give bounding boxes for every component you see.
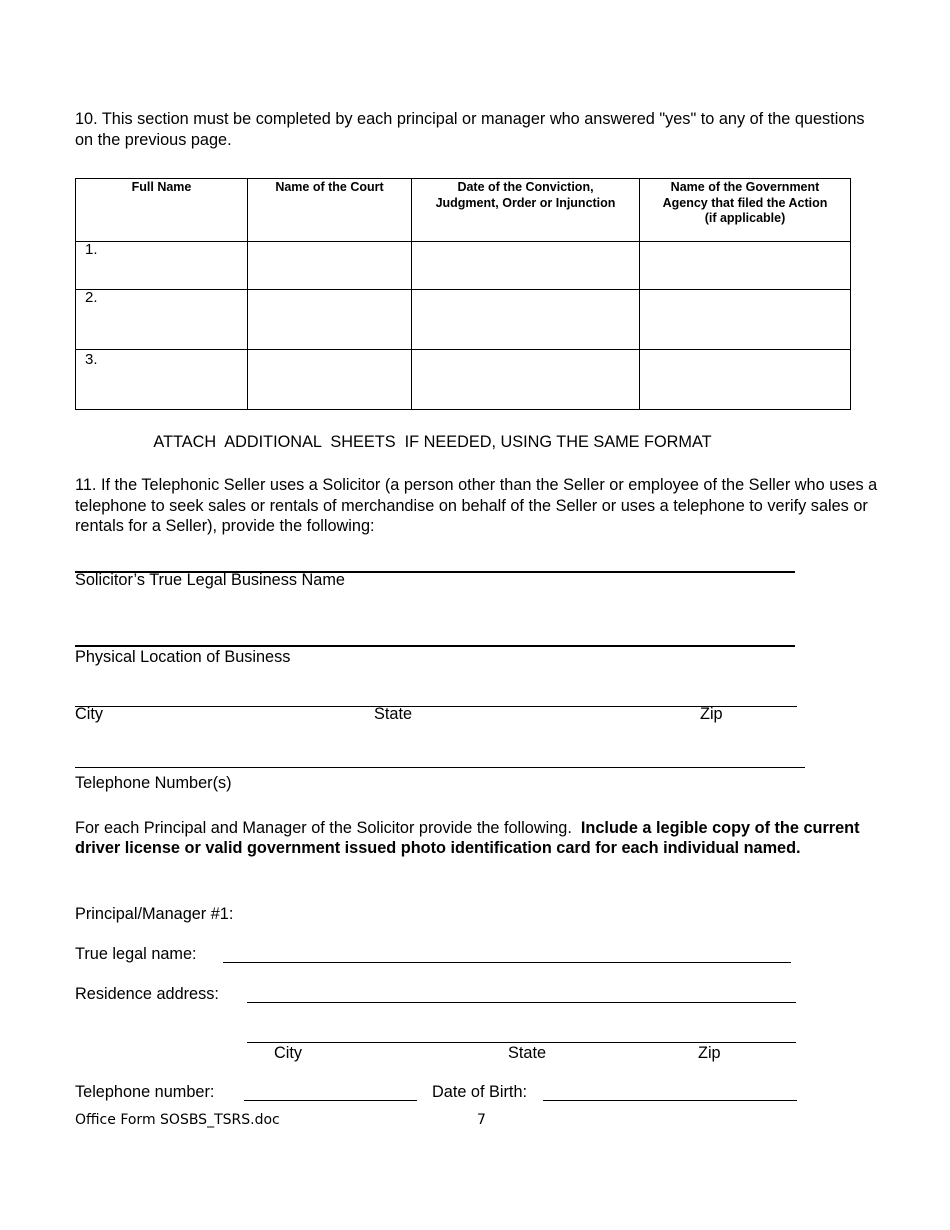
date-cell[interactable] xyxy=(412,350,640,410)
court-cell[interactable] xyxy=(248,350,412,410)
residence-address-field[interactable] xyxy=(247,1002,796,1003)
business-name-label: Solicitor’s True Legal Business Name xyxy=(75,571,345,589)
telephone-number-field[interactable] xyxy=(244,1100,417,1101)
principal-instructions-normal: For each Principal and Manager of the Solicitor provide the following. xyxy=(75,819,581,837)
true-legal-name-field[interactable] xyxy=(223,962,791,963)
header-agency: Name of the Government Agency that filed the Action (if applicable) xyxy=(640,179,851,242)
page-number: 7 xyxy=(477,1112,486,1128)
agency-cell[interactable] xyxy=(640,290,851,350)
header-court: Name of the Court xyxy=(248,179,412,242)
telephone-number-label: Telephone number: xyxy=(75,1083,215,1101)
residence-address-label: Residence address: xyxy=(75,985,219,1003)
conviction-table xyxy=(75,178,851,410)
city-state-zip-line[interactable] xyxy=(75,706,797,707)
physical-location-label: Physical Location of Business xyxy=(75,648,291,666)
date-of-birth-label: Date of Birth: xyxy=(432,1083,528,1101)
header-conviction-date: Date of the Conviction, Judgment, Order or Injunction xyxy=(412,179,640,242)
date-cell[interactable] xyxy=(412,290,640,350)
agency-cell[interactable] xyxy=(640,242,851,290)
row-number: 1. xyxy=(76,242,248,290)
date-of-birth-field[interactable] xyxy=(543,1100,797,1101)
principal-city-state-zip-line[interactable] xyxy=(247,1042,796,1043)
header-full-name: Full Name xyxy=(76,179,248,242)
section-11-text: 11. If the Telephonic Seller uses a Solicitor (a person other than the Seller or employee of the Seller who uses a telephone to seek sales or rentals of merchandise on behalf of the Seller or uses a telephone to verify sales or rentals for a Seller), provide the following: xyxy=(75,476,878,535)
footer-form-name: Office Form SOSBS_TSRS.doc xyxy=(75,1112,280,1128)
row-number: 3. xyxy=(76,350,248,410)
zip-label: Zip xyxy=(700,705,723,723)
telephone-numbers-line[interactable] xyxy=(75,767,805,768)
table-row xyxy=(76,290,851,350)
table-header-row xyxy=(76,179,851,242)
table-row xyxy=(76,242,851,290)
row-number: 2. xyxy=(76,290,248,350)
section-10-text: 10. This section must be completed by each principal or manager who answered "yes" to any of the questions on the previous page. xyxy=(75,110,865,149)
agency-cell[interactable] xyxy=(640,350,851,410)
state-label: State xyxy=(374,705,413,723)
telephone-numbers-label: Telephone Number(s) xyxy=(75,774,232,792)
principal-heading: Principal/Manager #1: xyxy=(75,905,234,923)
principal-city-label: City xyxy=(274,1044,303,1062)
table-row xyxy=(76,350,851,410)
true-legal-name-label: True legal name: xyxy=(75,945,197,963)
attach-notice: ATTACH ADDITIONAL SHEETS IF NEEDED, USING THE SAME FORMAT xyxy=(153,433,712,451)
court-cell[interactable] xyxy=(248,242,412,290)
principal-instructions xyxy=(75,819,875,858)
date-cell[interactable] xyxy=(412,242,640,290)
physical-location-line[interactable] xyxy=(75,645,795,647)
principal-state-label: State xyxy=(508,1044,547,1062)
city-label: City xyxy=(75,705,104,723)
court-cell[interactable] xyxy=(248,290,412,350)
principal-instructions-bold: Include a legible copy of the current driver license or valid government issued photo identification card for each individual named. xyxy=(75,819,860,857)
principal-zip-label: Zip xyxy=(698,1044,721,1062)
